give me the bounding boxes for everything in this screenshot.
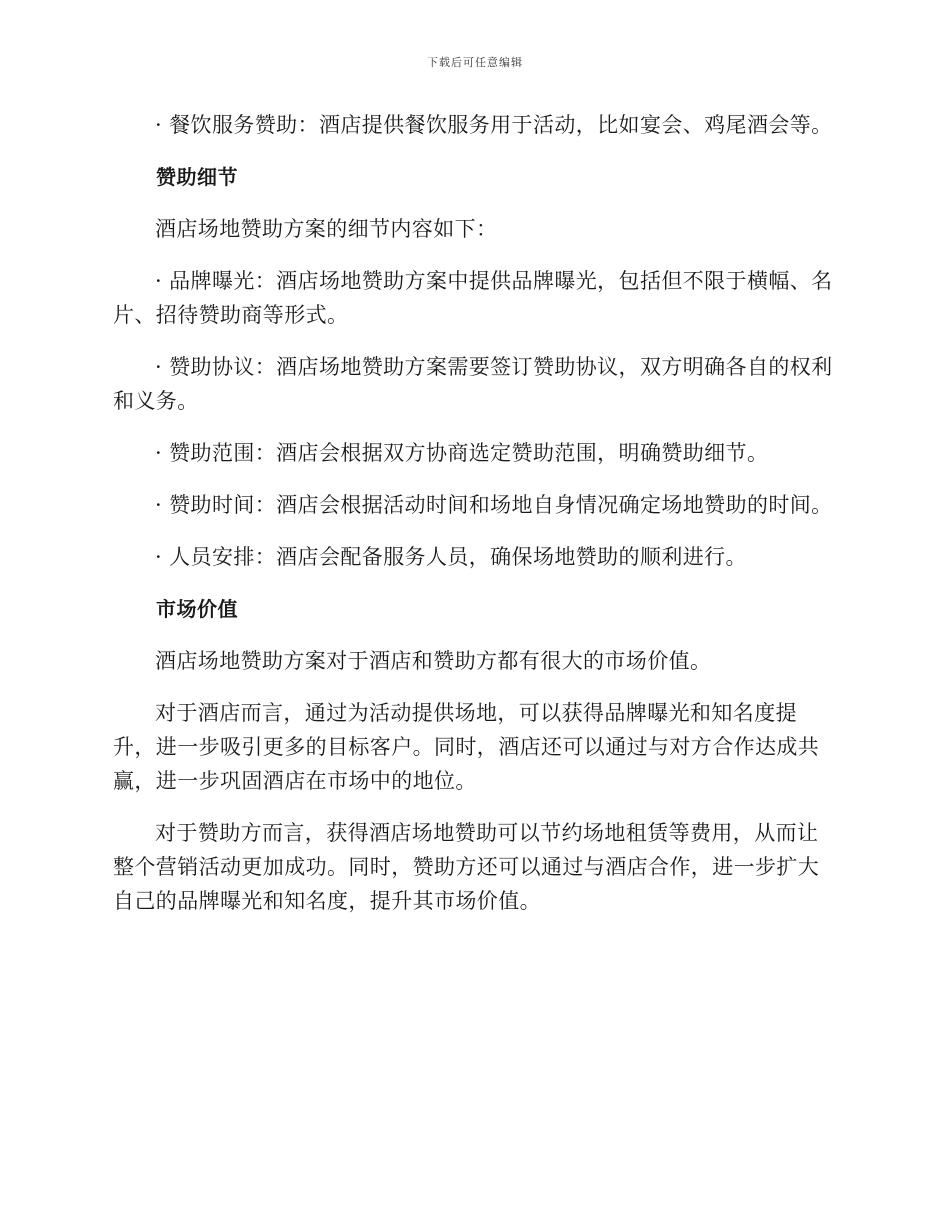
document-body [113,108,833,936]
paragraph-sponsor-value: 对于赞助方而言，获得酒店场地赞助可以节约场地租赁等费用，从而让整个营销活动更加成功。同时，赞助方还可以通过与酒店合作，进一步扩大自己的品牌曝光和知名度，提升其市场价值。 [113,821,820,913]
page-header: 下载后可任意编辑 [427,56,523,69]
heading-sponsorship-details: 赞助细节 [156,165,238,189]
paragraph-brand-exposure: · 品牌曝光：酒店场地赞助方案中提供品牌曝光，包括但不限于横幅、名片、招待赞助商等形式。 [113,269,833,327]
paragraph-sponsorship-agreement: · 赞助协议：酒店场地赞助方案需要签订赞助协议，双方明确各自的权利和义务。 [113,355,833,413]
paragraph-catering-sponsorship: · 餐饮服务赞助：酒店提供餐饮服务用于活动，比如宴会、鸡尾酒会等。 [155,113,833,137]
paragraph-hotel-value: 对于酒店而言，通过为活动提供场地，可以获得品牌曝光和知名度提升，进一步吸引更多的目标客户。同时，酒店还可以通过与对方合作达成共赢，进一步巩固酒店在市场中的地位。 [113,701,820,793]
paragraph-details-intro: 酒店场地赞助方案的细节内容如下： [155,217,498,241]
paragraph-staffing: · 人员安排：酒店会配备服务人员，确保场地赞助的顺利进行。 [155,545,747,569]
paragraph-market-value-intro: 酒店场地赞助方案对于酒店和赞助方都有很大的市场价值。 [155,649,712,673]
paragraph-sponsorship-scope: · 赞助范围：酒店会根据双方协商选定赞助范围，明确赞助细节。 [155,441,769,465]
paragraph-sponsorship-time: · 赞助时间：酒店会根据活动时间和场地自身情况确定场地赞助的时间。 [155,493,833,517]
heading-market-value: 市场价值 [156,597,238,621]
